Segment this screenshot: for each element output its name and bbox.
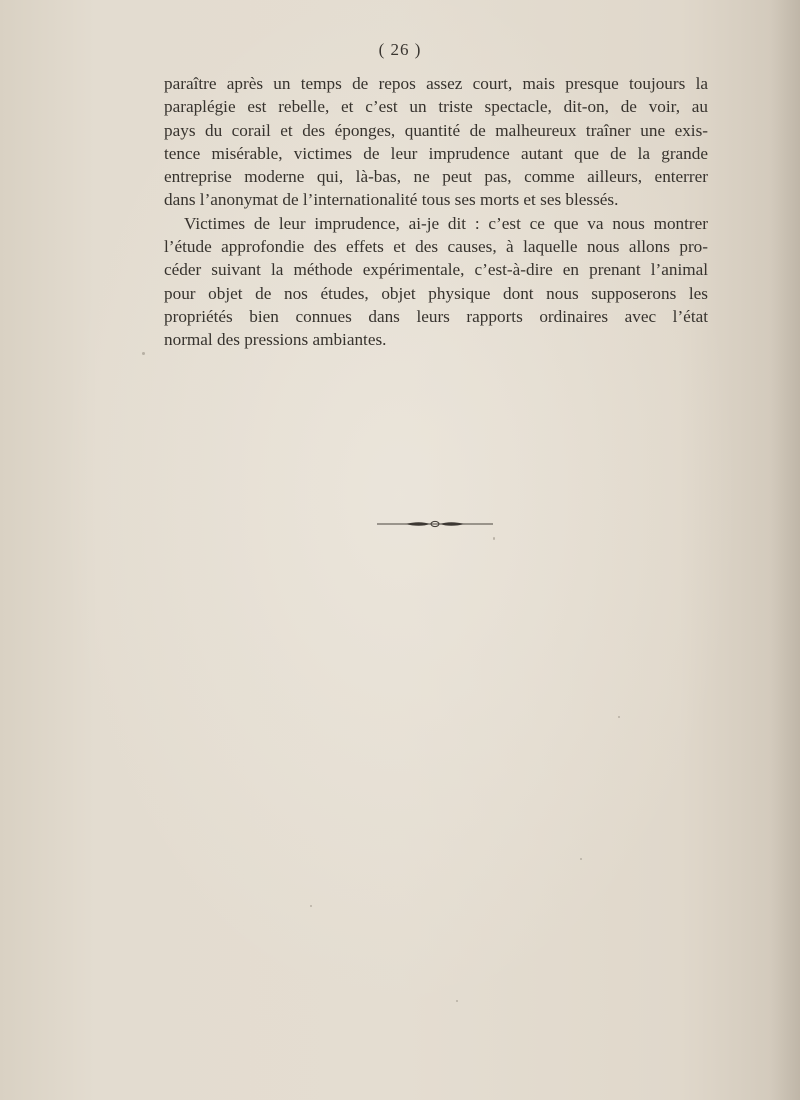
page-number: ( 26 ) [378, 40, 422, 59]
text-line: dans l’anonymat de l’internationalité tous ses morts et ses blessés. [164, 190, 619, 210]
end-ornament-rule [375, 516, 495, 532]
text-line: pour objet de nos études, objet physique dont nous supposerons les [164, 283, 708, 303]
body-text [164, 72, 708, 352]
text-line: l’étude approfondie des effets et des causes, à laquelle nous allons pro- [164, 237, 708, 257]
text-line: propriétés bien connues dans leurs rapports ordinaires avec l’état [164, 306, 708, 326]
text-line: céder suivant la méthode expérimentale, c’est-à-dire en prenant l’animal [164, 260, 708, 280]
text-line: paraplégie est rebelle, et c’est un triste spectacle, dit-on, de voir, au [164, 97, 708, 117]
text-line: tence misérable, victimes de leur imprudence autant que de la grande [164, 143, 708, 163]
text-line: normal des pressions ambiantes. [164, 330, 387, 350]
text-line: pays du corail et des éponges, quantité de malheureux traîner une exis- [164, 120, 708, 140]
text-line: entreprise moderne qui, là-bas, ne peut pas, comme ailleurs, enterrer [164, 167, 708, 187]
text-line: paraître après un temps de repos assez court, mais presque toujours la [164, 74, 708, 93]
paragraph-first-line: Victimes de leur imprudence, ai-je dit : c’est ce que va nous montrer [184, 213, 708, 233]
